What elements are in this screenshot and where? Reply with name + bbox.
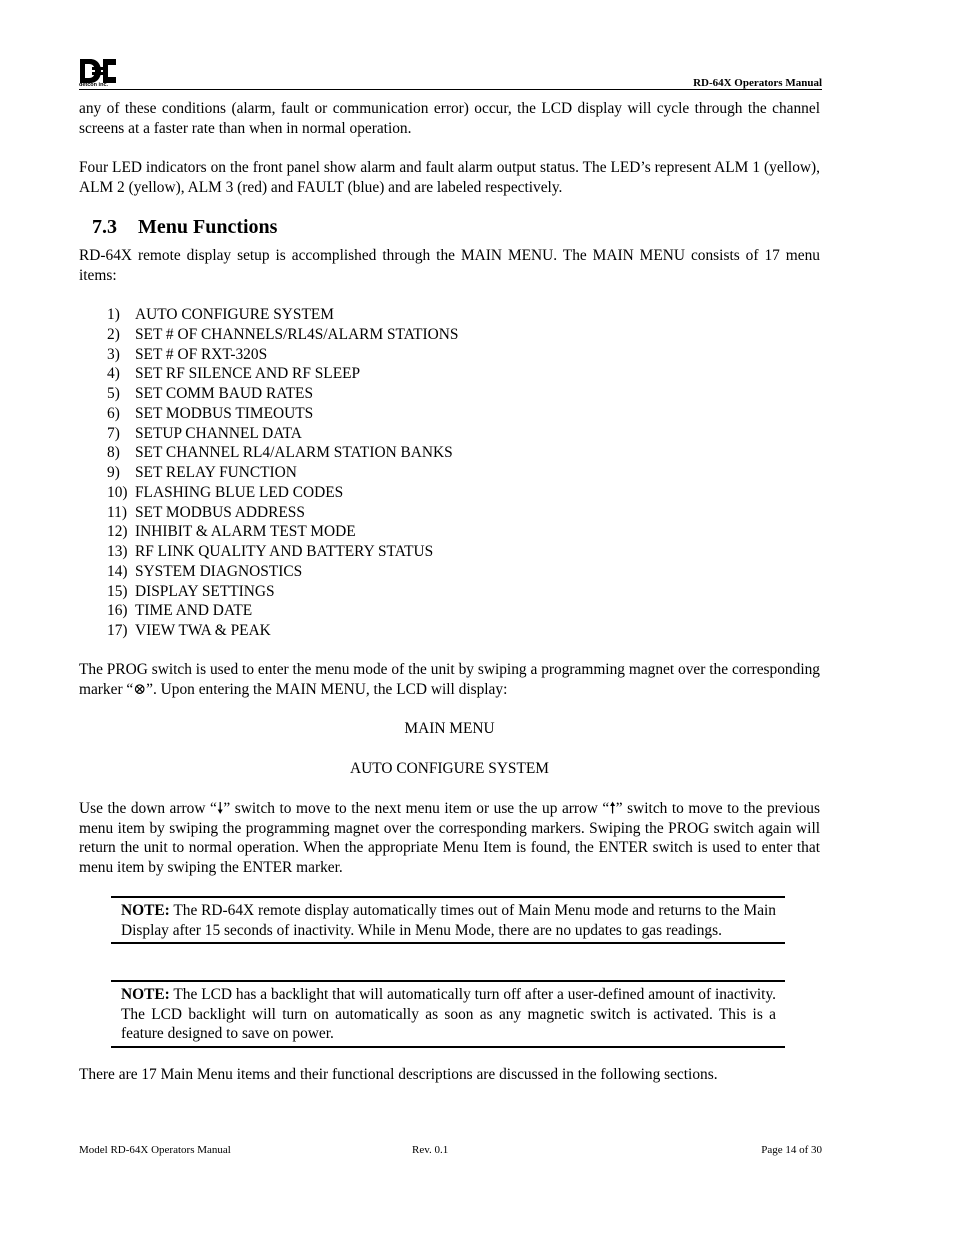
footer-page-number: Page 14 of 30 (761, 1144, 822, 1156)
list-item-number: 10) (107, 483, 128, 501)
paragraph-conditions: any of these conditions (alarm, fault or communication error) occur, the LCD display will cycle through the channel screens at a faster rate than when in normal operation. (79, 100, 820, 137)
list-item-number: 16) (107, 602, 128, 620)
list-item-label: FLASHING BLUE LED CODES (135, 483, 344, 501)
list-item-label: TIME AND DATE (135, 602, 253, 620)
list-item-label: SETUP CHANNEL DATA (135, 424, 302, 442)
list-item-label: SET RELAY FUNCTION (135, 464, 297, 481)
list-item-number: 13) (107, 543, 128, 560)
list-item-number: 17) (107, 622, 128, 639)
list-item-label: SET COMM BAUD RATES (135, 385, 314, 402)
list-item-number: 1) (107, 306, 120, 323)
note-text (121, 985, 776, 1044)
list-item-label: RF LINK QUALITY AND BATTERY STATUS (135, 543, 434, 560)
header-title: RD-64X Operators Manual (693, 77, 822, 89)
list-item-label: DISPLAY SETTINGS (135, 582, 275, 600)
note-text (121, 901, 776, 940)
list-item (107, 463, 458, 483)
list-item-number: 9) (107, 464, 120, 481)
note-label: NOTE: (121, 902, 170, 919)
list-item-number: 15) (107, 582, 128, 600)
menu-items-list (107, 305, 458, 641)
list-item (107, 404, 458, 424)
section-heading (92, 215, 277, 239)
list-item-number: 12) (107, 523, 128, 541)
list-item-number: 4) (107, 365, 120, 383)
list-item (107, 364, 458, 384)
list-item (107, 503, 458, 523)
list-item (107, 562, 458, 582)
list-item-label: INHIBIT & ALARM TEST MODE (135, 523, 356, 541)
list-item-number: 5) (107, 385, 120, 402)
list-item (107, 443, 458, 463)
section-number: 7.3 (92, 216, 117, 238)
list-item (107, 424, 458, 444)
lcd-line-auto-configure: AUTO CONFIGURE SYSTEM (350, 760, 549, 777)
list-item-label: SET # OF RXT-320S (135, 345, 268, 363)
list-item-label: SET RF SILENCE AND RF SLEEP (135, 365, 361, 383)
list-item (107, 582, 458, 602)
list-item (107, 325, 458, 345)
list-item-label: SET MODBUS TIMEOUTS (135, 404, 314, 422)
list-item-number: 2) (107, 325, 120, 343)
list-item (107, 621, 458, 641)
list-item (107, 601, 458, 621)
list-item (107, 542, 458, 562)
list-item-number: 8) (107, 444, 120, 462)
note-box-backlight (111, 980, 785, 1048)
note-label: NOTE: (121, 986, 170, 1003)
footer-revision: Rev. 0.1 (412, 1144, 449, 1156)
list-item-label: SYSTEM DIAGNOSTICS (135, 562, 303, 580)
list-item-number: 11) (107, 503, 127, 521)
paragraph-prog-switch: The PROG switch is used to enter the menu mode of the unit by swiping a programming magnet over the corresponding marker “⊗”. Upon entering the MAIN MENU, the LCD will display: (79, 661, 820, 698)
logo-wordmark: detcon inc. (79, 82, 109, 88)
note-box-timeout (111, 896, 785, 944)
list-item-label: AUTO CONFIGURE SYSTEM (135, 306, 334, 323)
lcd-line-main-menu: MAIN MENU (404, 720, 495, 737)
paragraph-closing: There are 17 Main Menu items and their functional descriptions are discussed in the following sections. (79, 1066, 718, 1083)
list-item-number: 7) (107, 424, 120, 442)
list-item-number: 3) (107, 345, 120, 363)
footer-left: Model RD-64X Operators Manual (79, 1144, 231, 1156)
list-item (107, 384, 458, 404)
list-item-label: SET # OF CHANNELS/RL4S/ALARM STATIONS (135, 325, 459, 343)
list-item-label: VIEW TWA & PEAK (135, 622, 271, 639)
section-title: Menu Functions (138, 216, 278, 238)
paragraph-led-indicators: Four LED indicators on the front panel show alarm and fault alarm output status. The LED’s represent ALM 1 (yellow), ALM 2 (yellow), ALM 3 (red) and FAULT (blue) and are labeled respectively. (79, 159, 820, 196)
list-item (107, 305, 458, 325)
paragraph-intro: RD-64X remote display setup is accomplished through the MAIN MENU. The MAIN MENU consists of 17 menu items: (79, 247, 820, 284)
list-item-number: 14) (107, 562, 128, 580)
header-rule (79, 89, 822, 90)
list-item (107, 345, 458, 365)
list-item-number: 6) (107, 404, 120, 422)
list-item-label: SET CHANNEL RL4/ALARM STATION BANKS (135, 444, 453, 462)
list-item (107, 483, 458, 503)
paragraph-arrow-switches: Use the down arrow “🠗” switch to move to the next menu item or use the up arrow “🠕” switch to move to the previous menu item by swiping the programming magnet over the corresponding markers. Swiping the PROG switch again will return the unit to normal operation. When the appropriate Menu Item is found, the ENTER switch is used to enter that menu item by swiping the ENTER marker. (79, 800, 820, 876)
list-item (107, 522, 458, 542)
list-item-label: SET MODBUS ADDRESS (135, 503, 305, 521)
note-body: The LCD has a backlight that will automatically turn off after a user-defined amount of inactivity. The LCD backlight will turn on automatically as soon as any magnetic switch is activated. This is a feature designed to save on power. (121, 986, 776, 1043)
note-body: The RD-64X remote display automatically times out of Main Menu mode and returns to the Main Display after 15 seconds of inactivity. While in Menu Mode, there are no updates to gas readings. (121, 902, 776, 939)
